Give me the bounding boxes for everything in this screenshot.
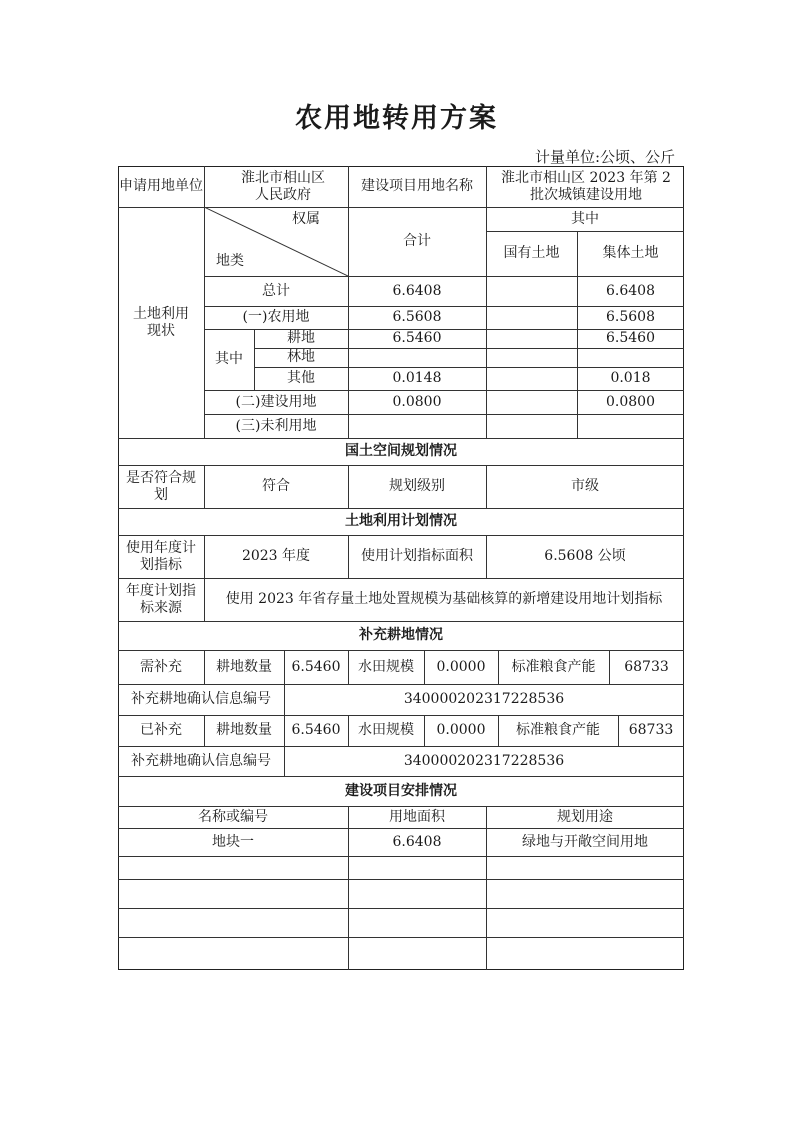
plan-year-label: 使用年度计划指标 [126, 539, 196, 573]
planning-level-label: 规划级别 [389, 478, 445, 494]
row-label: (三)未利用地 [235, 417, 317, 434]
needed-qty-value: 6.5460 [291, 658, 341, 675]
conversion-table [118, 166, 684, 970]
row-collective: 6.5608 [606, 309, 655, 325]
row-total: 0.0800 [392, 393, 442, 410]
row-state [486, 367, 577, 390]
confirm-number-label: 补充耕地确认信息编号 [131, 691, 271, 707]
row-label: (一)农用地 [242, 309, 310, 325]
project-name: 地块一 [212, 833, 254, 850]
project-label: 建设项目用地名称 [361, 178, 473, 194]
row-label: 总计 [262, 282, 290, 299]
needed-paddy-label: 水田规模 [358, 658, 414, 675]
col-of-which: 其中 [571, 210, 599, 227]
conform-label: 是否符合规划 [126, 469, 196, 503]
col-total: 合计 [403, 233, 431, 249]
col-name: 名称或编号 [198, 808, 268, 825]
col-state: 国有土地 [503, 245, 560, 261]
row-state [486, 276, 577, 306]
project-use: 绿地与开敞空间用地 [522, 833, 648, 850]
row-collective: 6.5460 [606, 330, 655, 346]
done-qty-value: 6.5460 [291, 722, 341, 738]
done-grain-label: 标准粮食产能 [516, 722, 600, 738]
row-label: (二)建设用地 [235, 393, 317, 410]
col-area: 用地面积 [389, 808, 445, 825]
row-total [348, 414, 486, 438]
planning-level-value: 市级 [571, 478, 599, 494]
row-total: 6.6408 [392, 282, 442, 299]
row-collective [577, 414, 684, 438]
applicant-label: 申请用地单位 [119, 178, 203, 194]
needed-label: 需补充 [140, 658, 182, 675]
plan-source-value: 使用 2023 年省存量土地处置规模为基础核算的新增建设用地计划指标 [225, 591, 663, 607]
plan-source-label: 年度计划指标来源 [126, 582, 196, 616]
confirm-number-value: 340000202317228536 [403, 691, 565, 707]
row-label: 林地 [287, 349, 315, 365]
needed-paddy-value: 0.0000 [436, 658, 486, 675]
applicant-value: 淮北市相山区人民政府 [241, 169, 325, 203]
confirm-number-value: 340000202317228536 [403, 752, 565, 769]
row-total: 6.5608 [392, 309, 442, 325]
col-use: 规划用途 [557, 808, 613, 825]
of-which-label: 其中 [215, 351, 243, 367]
land-plan-heading: 土地利用计划情况 [345, 513, 457, 529]
projects-heading: 建设项目安排情况 [345, 782, 457, 799]
confirm-number-label: 补充耕地确认信息编号 [131, 752, 271, 769]
project-value: 淮北市相山区 2023 年第 2 批次城镇建设用地 [501, 169, 671, 203]
row-label: 耕地 [287, 330, 315, 346]
diag-bottom-label: 地类 [216, 252, 244, 269]
row-total [348, 348, 486, 367]
diag-top-label: 权属 [292, 210, 320, 227]
project-area: 6.6408 [392, 833, 442, 850]
done-label: 已补充 [140, 722, 182, 738]
needed-grain-label: 标准粮食产能 [511, 658, 596, 675]
plan-area-value: 6.5608 公顷 [544, 548, 626, 564]
conform-value: 符合 [262, 478, 290, 494]
row-total: 6.5460 [392, 330, 442, 346]
row-label: 其他 [287, 370, 315, 386]
done-qty-label: 耕地数量 [216, 722, 272, 738]
spatial-planning-heading: 国土空间规划情况 [345, 443, 457, 459]
row-collective: 0.0800 [606, 393, 655, 410]
col-collective: 集体土地 [602, 245, 659, 261]
row-total: 0.0148 [392, 370, 442, 386]
land-status-label: 土地利用现状 [133, 305, 189, 339]
done-grain-value: 68733 [628, 722, 674, 738]
needed-qty-label: 耕地数量 [216, 658, 272, 675]
row-collective: 0.018 [610, 370, 651, 386]
row-state [486, 390, 577, 414]
row-state [486, 306, 577, 329]
done-paddy-label: 水田规模 [358, 722, 414, 738]
plan-year-value: 2023 年度 [241, 548, 311, 564]
row-collective [577, 348, 684, 367]
page-title: 农用地转用方案 [295, 103, 498, 134]
row-state [486, 414, 577, 438]
done-paddy-value: 0.0000 [436, 722, 486, 738]
row-state [486, 329, 577, 348]
row-state [486, 348, 577, 367]
needed-grain-value: 68733 [624, 658, 669, 675]
plan-area-label: 使用计划指标面积 [361, 548, 473, 564]
farmland-heading: 补充耕地情况 [359, 627, 443, 643]
row-collective: 6.6408 [606, 282, 655, 299]
measurement-unit: 计量单位:公顷、公斤 [534, 148, 675, 166]
